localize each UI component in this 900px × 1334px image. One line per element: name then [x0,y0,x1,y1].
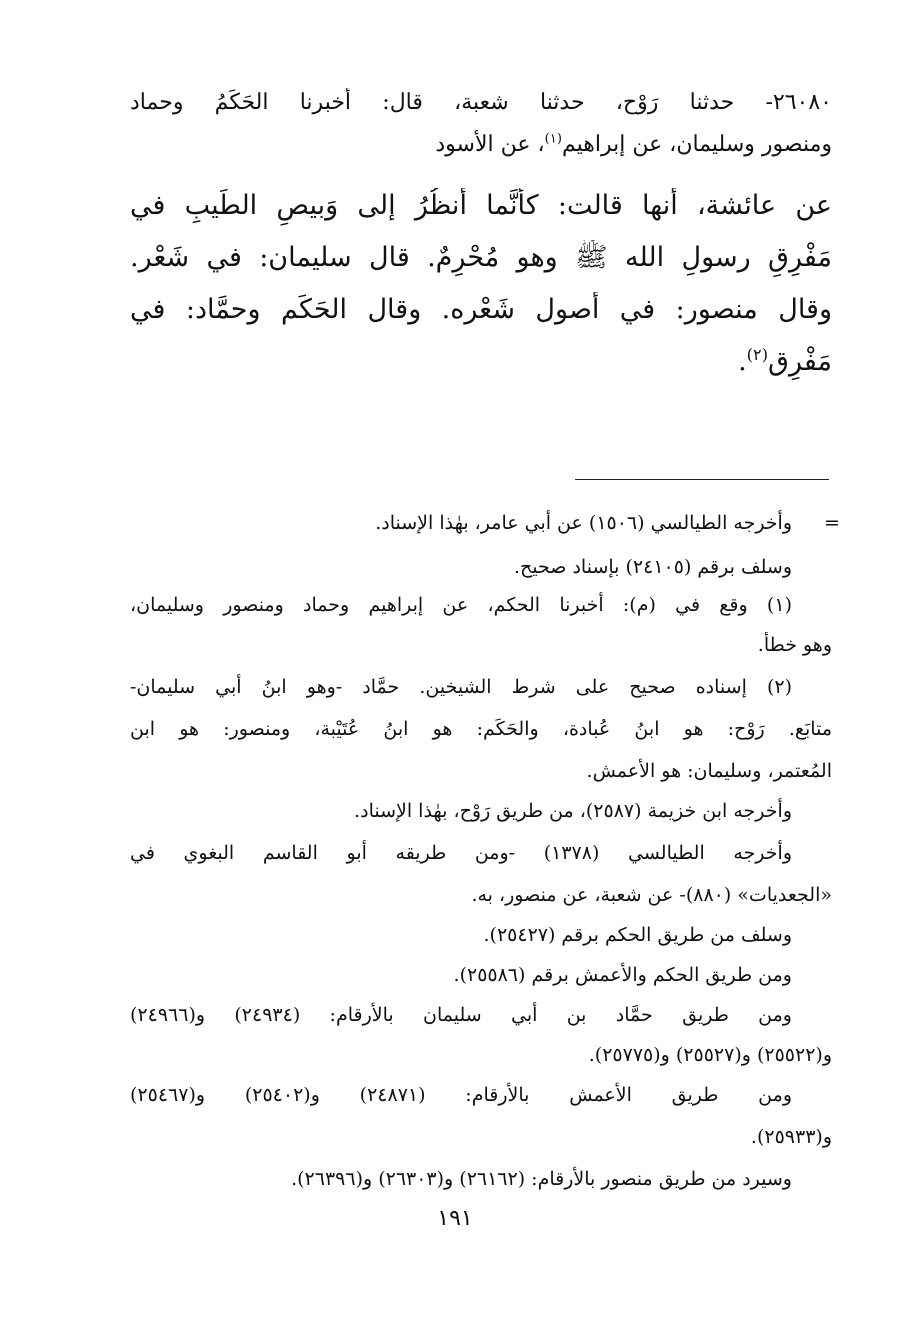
page-number: ١٩١ [437,1206,473,1231]
footnote-continuation-mark: = [824,512,840,534]
footnote-line-15: ومن طريق الأعمش بالأرقام: (٢٤٨٧١) و(٢٥٤٠٢) و(٢٥٤٦٧) [130,1084,792,1106]
footnote-line-8: وأخرجه ابن خزيمة (٢٥٨٧)، من طريق رَوْح، بهٰذا الإسناد. [354,800,792,822]
hadith-text-line-4-text-a: مَفْرِق [768,346,832,377]
footnote-line-14: و(٢٥٥٢٢) و(٢٥٥٢٧) و(٢٥٧٧٥). [588,1044,832,1066]
footnote-line-13: ومن طريق حمَّاد بن أبي سليمان بالأرقام: (٢٤٩٣٤) و(٢٤٩٦٦) [130,1004,792,1026]
footnote-line-4: وهو خطأ. [757,634,832,656]
footnote-line-7: المُعتمر، وسليمان: هو الأعمش. [586,760,832,782]
footnote-separator [575,479,829,480]
footnote-line-3: (١) وقع في (م): أخبرنا الحكم، عن إبراهيم وحماد ومنصور وسليمان، [130,594,792,616]
footnote-line-9: وأخرجه الطيالسي (١٣٧٨) -ومن طريقه أبو القاسم البغوي في [130,842,792,864]
footnote-line-2: وسلف برقم (٢٤١٠٥) بإسناد صحيح. [514,556,792,578]
hadith-header-line-2-text-b: ، عن الأسود [435,132,545,157]
hadith-header-line-2-text-a: ومنصور وسليمان، عن إبراهيم [562,132,832,157]
hadith-header-line-2 [435,130,832,164]
hadith-text-line-4-text-b: . [738,346,747,377]
footnote-line-16: و(٢٥٩٣٣). [750,1126,832,1148]
hadith-header-line-1: ٢٦٠٨٠- حدثنا رَوْح، حدثنا شعبة، قال: أخبرنا الحَكَمُ وحماد [130,90,832,115]
footnote-line-10: «الجعديات» (٨٨٠)- عن شعبة، عن منصور، به. [471,884,832,906]
footnote-line-12: ومن طريق الحكم والأعمش برقم (٢٥٥٨٦). [453,964,792,986]
footnote-line-1: وأخرجه الطيالسي (١٥٠٦) عن أبي عامر، بهٰذا الإسناد. [375,512,792,534]
footnote-line-6: متابَع. رَوْح: هو ابنُ عُبادة، والحَكَم: هو ابنُ عُتَيْبة، ومنصور: هو ابن [130,718,832,740]
footnote-ref-1: (١) [544,131,562,147]
hadith-text-line-2: مَفْرِقِ رسولِ الله ﷺ وهو مُحْرِمٌ. قال سليمان: في شَعْر. [130,242,832,273]
footnote-line-17: وسيرد من طريق منصور بالأرقام: (٢٦١٦٢) و(٢٦٣٠٣) و(٢٦٣٩٦). [291,1168,792,1190]
hadith-text-line-4 [738,344,832,386]
footnote-line-5: (٢) إسناده صحيح على شرط الشيخين. حمَّاد -وهو ابنُ أبي سليمان- [130,676,792,698]
footnote-line-11: وسلف من طريق الحكم برقم (٢٥٤٢٧). [483,924,792,946]
hadith-text-line-1: عن عائشة، أنها قالت: كأنَّما أَنظُرُ إلى وَبيصِ الطِّيبِ في [130,190,832,221]
hadith-text-line-3: وقال منصور: في أصول شَعْره. وقال الحَكَم وحمَّاد: في [130,294,832,325]
footnote-ref-2: (٢) [746,345,769,364]
